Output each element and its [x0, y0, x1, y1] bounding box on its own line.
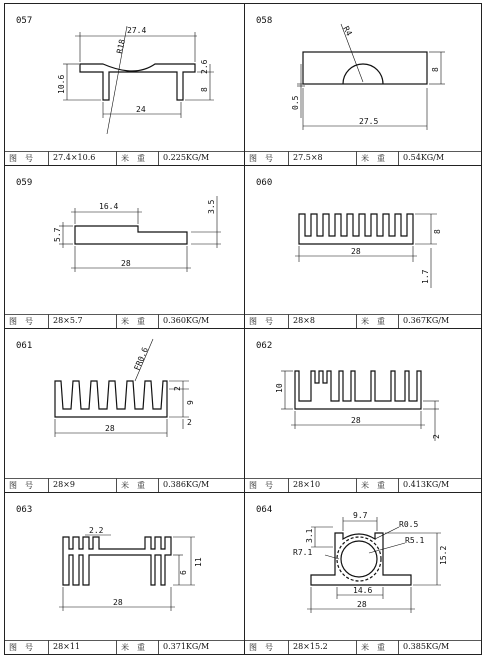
dim-right: 2	[432, 434, 441, 439]
profile-number: 060	[256, 178, 273, 188]
dim-bottom: 27.5	[359, 117, 379, 126]
dim-right-b: 1.7	[421, 269, 430, 284]
model-value: 28×5.7	[53, 316, 83, 325]
profile-drawing	[5, 493, 244, 654]
weight-value: 0.413KG/M	[403, 480, 450, 489]
dim-top: 16.4	[99, 202, 119, 211]
profile-drawing	[245, 493, 481, 654]
model-value: 28×8	[293, 316, 315, 325]
model-value: 27.4×10.6	[53, 153, 96, 162]
profile-drawing	[245, 329, 481, 492]
weight-label: 米 重	[361, 643, 385, 652]
model-label: 图 号	[249, 481, 273, 490]
weight-label: 米 重	[121, 643, 145, 652]
model-value: 27.5×8	[293, 153, 323, 162]
dim-bottom: 28	[351, 247, 361, 256]
caption-row-1	[5, 152, 481, 165]
model-label: 图 号	[249, 317, 273, 326]
profile-number: 059	[16, 178, 33, 188]
dim-left: 0.5	[291, 95, 300, 110]
profile-cell-058	[245, 4, 481, 165]
dim-left: 5.7	[53, 227, 62, 242]
weight-value: 0.360KG/M	[163, 316, 210, 325]
dim-r-c: R7.1	[293, 548, 313, 557]
profile-number: 062	[256, 341, 273, 351]
profile-drawing	[245, 4, 481, 165]
weight-value: 0.367KG/M	[403, 316, 450, 325]
weight-value: 0.371KG/M	[163, 642, 210, 651]
profile-number: 061	[16, 341, 33, 351]
dim-right: 15.2	[439, 545, 448, 565]
profile-cell-062	[245, 329, 481, 492]
dim-left: 3.1	[305, 528, 314, 543]
dim-top: 9.7	[353, 511, 368, 520]
profile-cell-064	[245, 493, 481, 654]
weight-label: 米 重	[361, 317, 385, 326]
profile-drawing	[5, 4, 244, 165]
dim-left: 10	[275, 383, 284, 393]
model-label: 图 号	[9, 481, 33, 490]
dim-mid: 14.6	[353, 586, 373, 595]
profile-drawing	[5, 166, 244, 328]
dim-right-a: 2.6	[200, 59, 209, 74]
model-label: 图 号	[249, 154, 273, 163]
model-label: 图 号	[9, 154, 33, 163]
dim-right-c: 2	[187, 418, 192, 427]
dim-right-a: 11	[194, 557, 203, 567]
model-label: 图 号	[9, 317, 33, 326]
weight-value: 0.385KG/M	[403, 642, 450, 651]
caption-row-3	[5, 479, 481, 492]
weight-value: 0.386KG/M	[163, 480, 210, 489]
dim-right: 8	[431, 67, 440, 72]
dim-bottom: 28	[113, 598, 123, 607]
model-label: 图 号	[249, 643, 273, 652]
dim-left: 10.6	[57, 74, 66, 94]
dim-bottom: 28	[357, 600, 367, 609]
weight-label: 米 重	[121, 317, 145, 326]
profile-cell-057	[5, 4, 244, 165]
profile-cell-061	[5, 329, 244, 492]
profile-number: 064	[256, 505, 273, 515]
model-value: 28×15.2	[293, 642, 328, 651]
weight-value: 0.54KG/M	[403, 153, 445, 162]
dim-r-a: R0.5	[399, 520, 419, 529]
model-value: 28×10	[293, 480, 321, 489]
dim-right: 3.5	[207, 199, 216, 214]
profile-cell-059	[5, 166, 244, 328]
dim-right-b: 8	[200, 87, 209, 92]
profile-drawing	[245, 166, 481, 328]
dim-top: 27.4	[127, 26, 147, 35]
dim-radius: FR0.6	[132, 346, 150, 372]
caption-row-4	[5, 641, 481, 654]
dim-radius: R18	[115, 38, 127, 55]
profile-number: 058	[256, 16, 273, 26]
weight-label: 米 重	[361, 481, 385, 490]
weight-label: 米 重	[361, 154, 385, 163]
model-value: 28×11	[53, 642, 81, 651]
dim-right-a: 2	[173, 386, 182, 391]
model-value: 28×9	[53, 480, 75, 489]
dim-r-b: R5.1	[405, 536, 425, 545]
weight-value: 0.225KG/M	[163, 153, 210, 162]
weight-label: 米 重	[121, 481, 145, 490]
dim-right-b: 6	[179, 570, 188, 575]
profile-drawing	[5, 329, 244, 492]
dim-top: 2.2	[89, 526, 104, 535]
profile-cell-060	[245, 166, 481, 328]
dim-right: 8	[433, 229, 442, 234]
caption-row-2	[5, 315, 481, 328]
dim-bottom: 28	[351, 416, 361, 425]
dim-radius: R4	[341, 24, 354, 38]
weight-label: 米 重	[121, 154, 145, 163]
profile-number: 063	[16, 505, 33, 515]
dim-bottom: 28	[121, 259, 131, 268]
model-label: 图 号	[9, 643, 33, 652]
dim-right-b: 9	[186, 400, 195, 405]
profile-cell-063	[5, 493, 244, 654]
profile-number: 057	[16, 16, 33, 26]
dim-bottom: 28	[105, 424, 115, 433]
dim-bottom: 24	[136, 105, 146, 114]
